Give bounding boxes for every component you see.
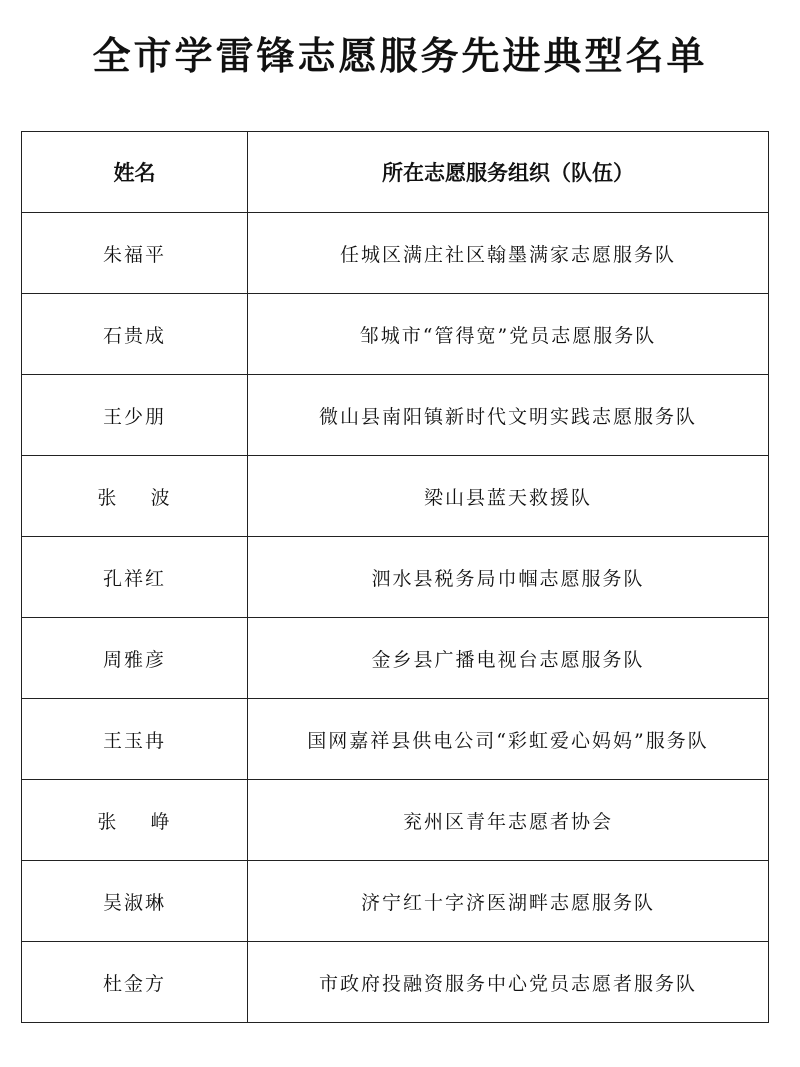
organization-cell: 市政府投融资服务中心党员志愿者服务队	[248, 942, 769, 1023]
name-cell: 张 波	[22, 456, 248, 537]
organization-cell: 微山县南阳镇新时代文明实践志愿服务队	[248, 375, 769, 456]
organization-cell: 济宁红十字济医湖畔志愿服务队	[248, 861, 769, 942]
table-row	[22, 618, 769, 699]
organization-cell: 国网嘉祥县供电公司“彩虹爱心妈妈”服务队	[248, 699, 769, 780]
table-row	[22, 294, 769, 375]
name-cell: 朱福平	[22, 213, 248, 294]
name-cell: 周雅彦	[22, 618, 248, 699]
name-cell: 石贵成	[22, 294, 248, 375]
name-cell: 张 峥	[22, 780, 248, 861]
roster-table	[21, 131, 769, 1023]
name-cell: 王玉冉	[22, 699, 248, 780]
organization-cell: 兖州区青年志愿者协会	[248, 780, 769, 861]
organization-cell: 邹城市“管得宽”党员志愿服务队	[248, 294, 769, 375]
name-cell: 王少朋	[22, 375, 248, 456]
header-organization: 所在志愿服务组织（队伍）	[248, 132, 769, 213]
document-title: 全市学雷锋志愿服务先进典型名单	[92, 34, 708, 78]
table-row	[22, 213, 769, 294]
table-row	[22, 942, 769, 1023]
table-row	[22, 375, 769, 456]
table-header-row	[22, 132, 769, 213]
header-name: 姓名	[22, 132, 248, 213]
organization-cell: 梁山县蓝天救援队	[248, 456, 769, 537]
organization-cell: 泗水县税务局巾帼志愿服务队	[248, 537, 769, 618]
table-row	[22, 780, 769, 861]
name-cell: 吴淑琳	[22, 861, 248, 942]
organization-cell: 任城区满庄社区翰墨满家志愿服务队	[248, 213, 769, 294]
name-cell: 孔祥红	[22, 537, 248, 618]
table-row	[22, 699, 769, 780]
table-row	[22, 537, 769, 618]
table-row	[22, 456, 769, 537]
name-cell: 杜金方	[22, 942, 248, 1023]
organization-cell: 金乡县广播电视台志愿服务队	[248, 618, 769, 699]
table-row	[22, 861, 769, 942]
